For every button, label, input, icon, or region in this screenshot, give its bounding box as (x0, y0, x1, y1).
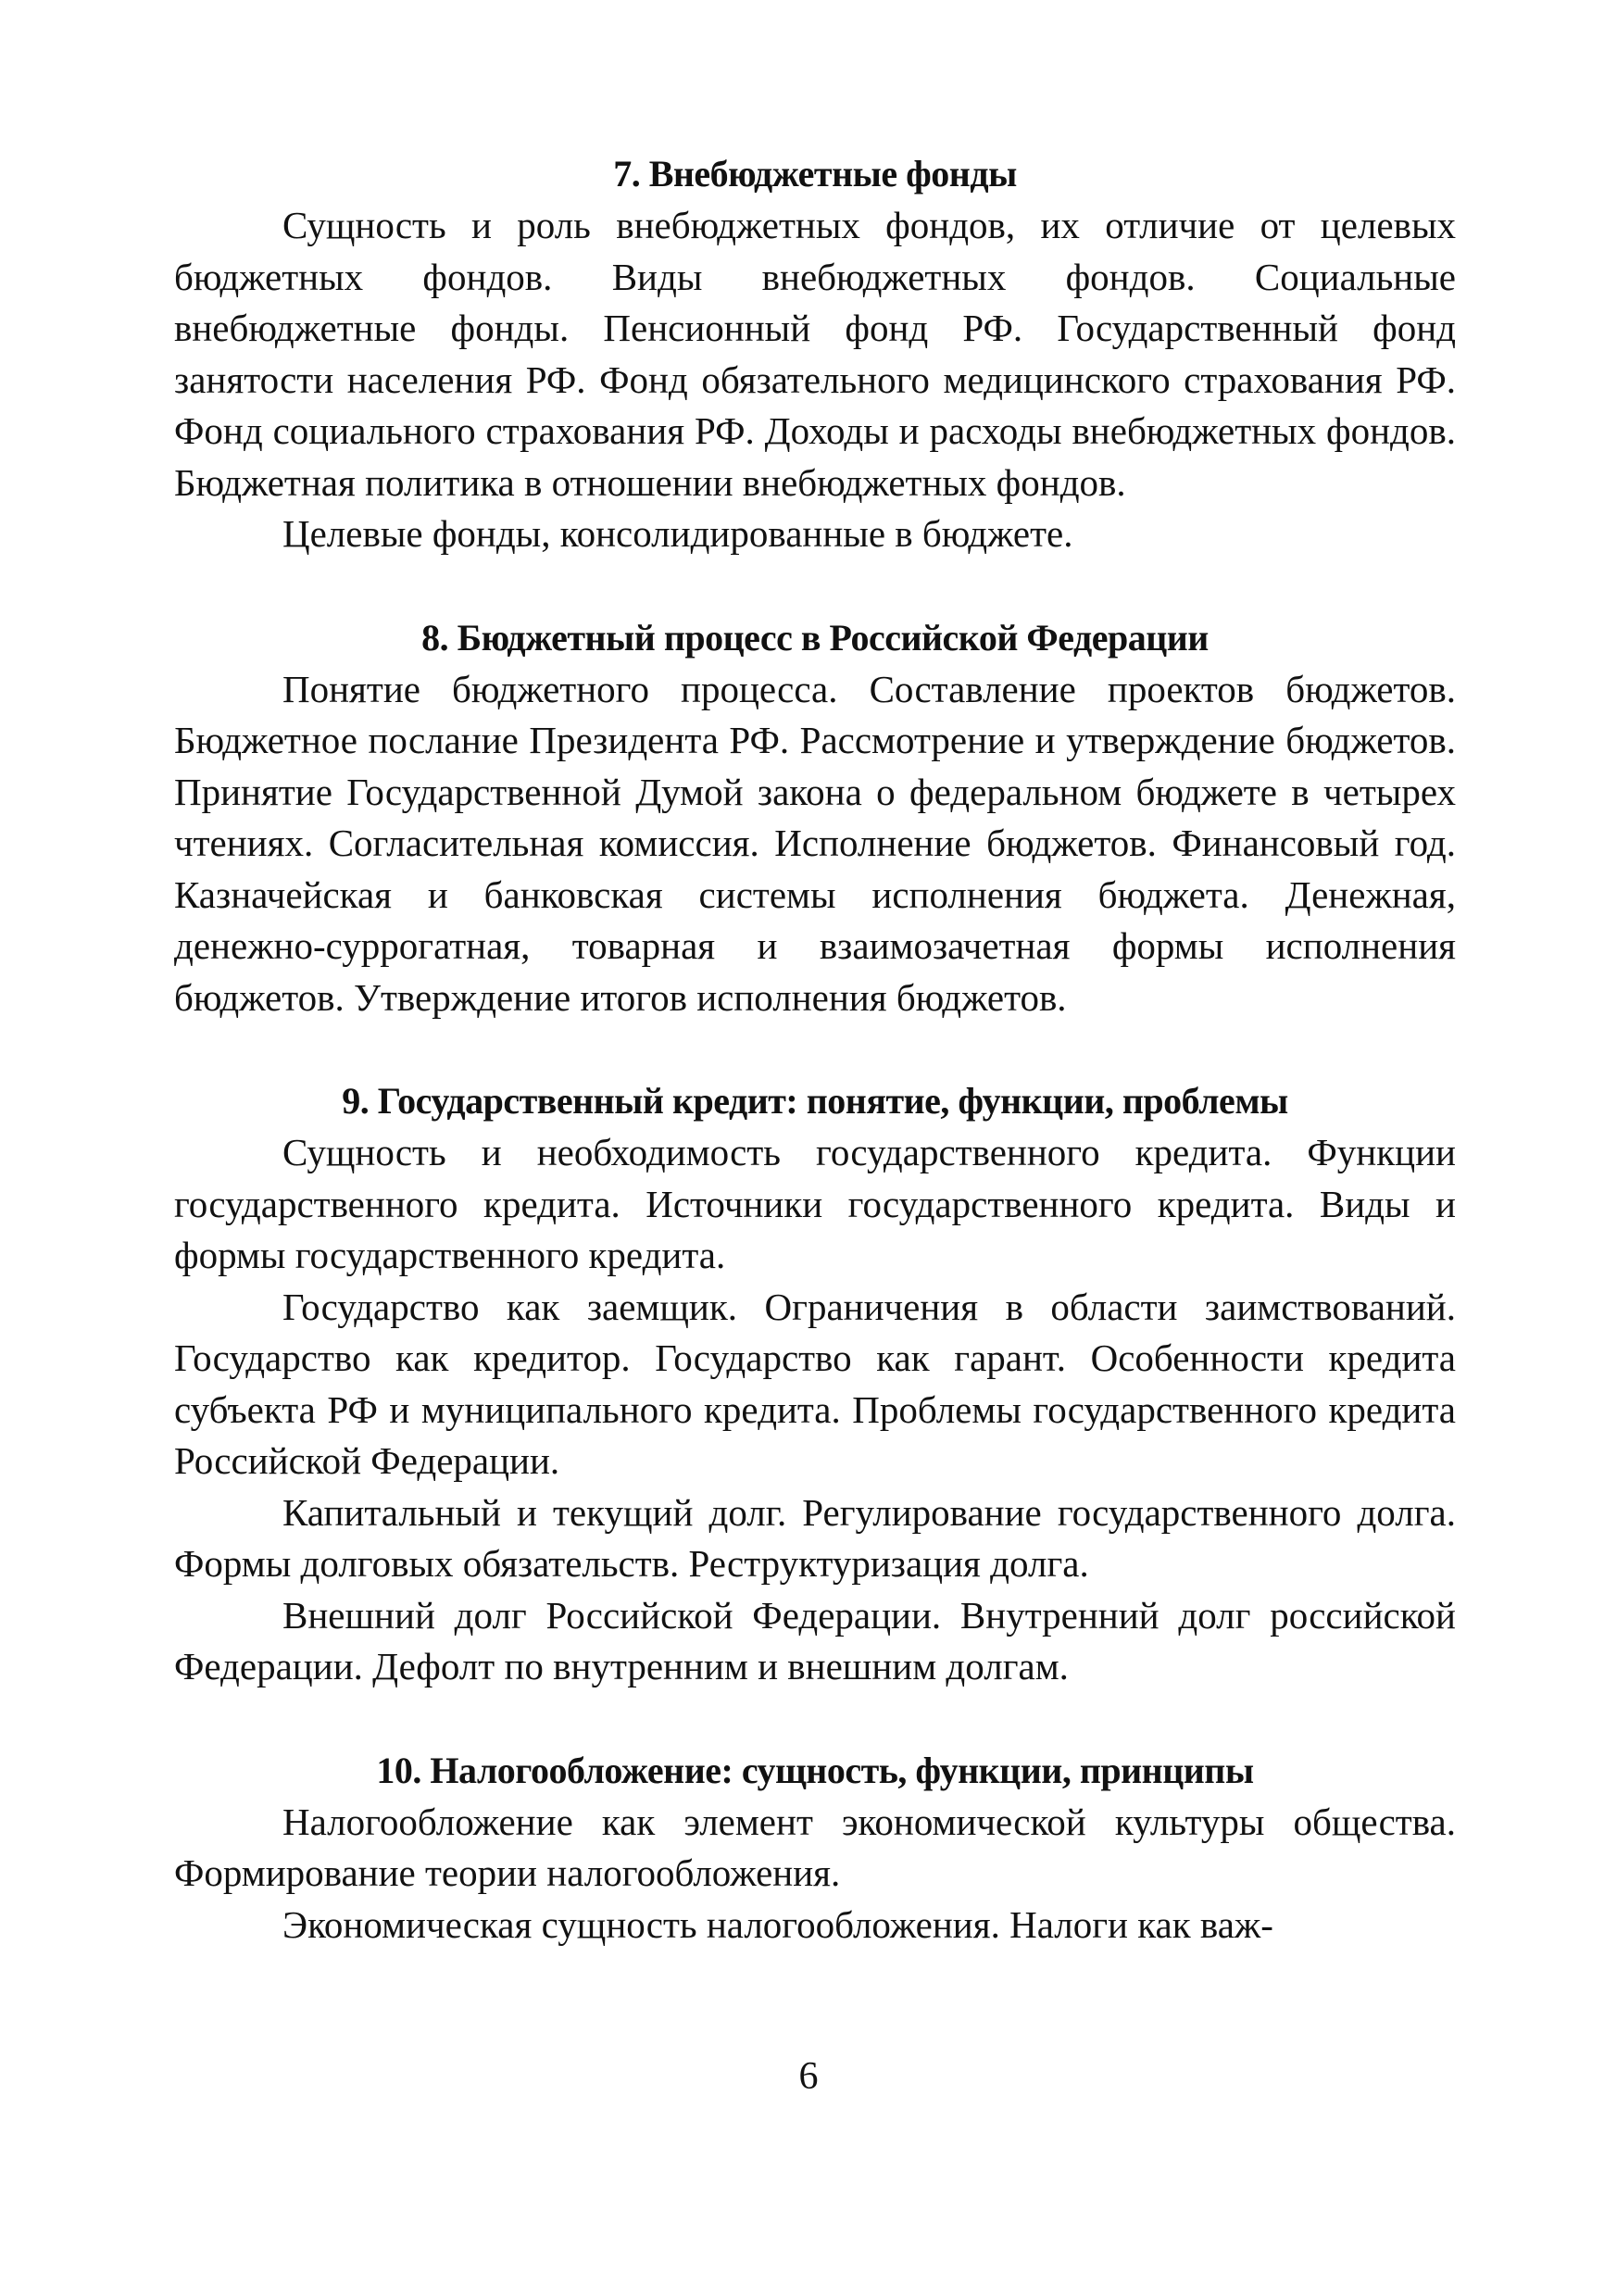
section-8 (174, 612, 1456, 1024)
section-title: 9. Государственный кредит: понятие, функции, проблемы (342, 1080, 1288, 1122)
paragraph: Налогообложение как элемент экономической культуры общества. Формирование теории налогообложения. (174, 1800, 1456, 1894)
page-number: 6 (798, 2055, 819, 2098)
paragraph: Сущность и необходимость государственного кредита. Функции государственного кредита. Источники государственного кредита. Виды и формы государственного кредита. (174, 1131, 1456, 1276)
section-9 (174, 1075, 1456, 1693)
section-7 (174, 148, 1456, 560)
paragraph: Целевые фонды, консолидированные в бюджете. (282, 512, 1073, 555)
section-title: 7. Внебюджетные фонды (613, 153, 1017, 194)
paragraph: Понятие бюджетного процесса. Составление проектов бюджетов. Бюджетное послание Президента РФ. Рассмотрение и утверждение бюджетов. Принятие Государственной Думой закона о федеральном бюджете в четырех чтениях. Согласительная комиссия. Исполнение бюджетов. Финансовый год. Казначейская и банковская системы исполнения бюджета. Денежная, денежно-суррогатная, товарная и взаимозачетная формы исполнения бюджетов. Утверждение итогов исполнения бюджетов. (174, 667, 1456, 1019)
section-title: 8. Бюджетный процесс в Российской Федерации (421, 616, 1209, 659)
paragraph: Экономическая сущность налогообложения. Налоги как важ- (282, 1902, 1273, 1946)
paragraph: Внешний долг Российской Федерации. Внутренний долг российской Федерации. Дефолт по внутренним и внешним долгам. (174, 1593, 1456, 1687)
section-gap (174, 1023, 1456, 1075)
paragraph: Сущность и роль внебюджетных фондов, их отличие от целевых бюджетных фондов. Виды внебюджетных фондов. Социальные внебюджетные фонды. Пенсионный фонд РФ. Государственный фонд занятости населения РФ. Фонд обязательного медицинского страхования РФ. Фонд социального страхования РФ. Доходы и расходы внебюджетных фондов. Бюджетная политика в отношении внебюджетных фондов. (174, 204, 1456, 504)
document-page (174, 148, 1456, 1951)
paragraph: Государство как заемщик. Ограничения в области заимствований. Государство как кредитор. Государство как гарант. Особенности кредита субъекта РФ и муниципального кредита. Проблемы государственного кредита Российской Федерации. (174, 1285, 1456, 1482)
section-gap (174, 560, 1456, 612)
section-title: 10. Налогообложение: сущность, функции, принципы (376, 1749, 1254, 1791)
paragraph: Капитальный и текущий долг. Регулирование государственного долга. Формы долговых обязательств. Реструктуризация долга. (174, 1490, 1456, 1585)
section-gap (174, 1693, 1456, 1745)
section-10 (174, 1745, 1456, 1951)
